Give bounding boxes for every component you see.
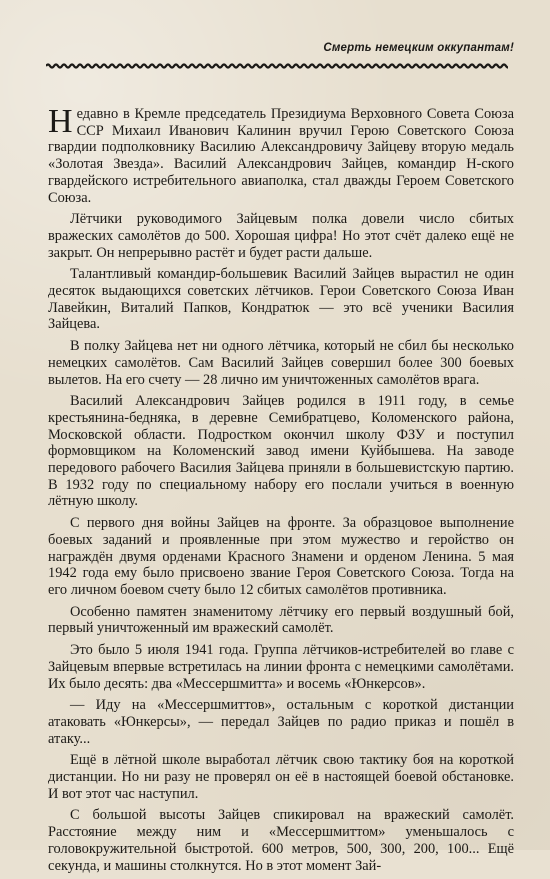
article-body xyxy=(48,103,514,879)
paragraph-3: Талантливый командир-большевик Василий Зайцев вырастил не один десяток выдающихся советских лётчиков. Герои Советского Союза Иван Лавейкин, Виталий Папков, Кондратюк — это всё ученики Василия Зайцева. xyxy=(48,266,514,333)
paragraph-6: С первого дня войны Зайцев на фронте. За образцовое выполнение боевых заданий и проявленные при этом мужество и геройство он награждён двумя орденами Красного Знамени и орденом Ленина. 5 мая 1942 года ему было присвоено звание Героя Советского Союза. Тогда на его личном боевом счету было 12 сбитых самолётов противника. xyxy=(48,515,514,598)
decorative-wavy-rule xyxy=(46,60,508,72)
paragraph-11: С большой высоты Зайцев спикировал на вражеский самолёт. Расстояние между ним и «Мессершмиттом» уменьшалось с головокружительной быстротой. 600 метров, 500, 300, 200, 100... Ещё секунда, и машины столкнутся. Но в этот момент Зай- xyxy=(48,807,514,874)
paragraph-5: Василий Александрович Зайцев родился в 1911 году, в семье крестьянина-бедняка, в деревне Семибратцево, Коломенского района, Московской области. Подростком окончил школу ФЗУ и поступил формовщиком на Коломенский завод имени Куйбышева. На заводе передового рабочего Василия Зайцева приняли в большевистскую партию. В 1932 году по специальному набору его послали учиться в военную лётную школу. xyxy=(48,393,514,510)
wavy-line xyxy=(46,65,508,68)
paragraph-8: Это было 5 июля 1941 года. Группа лётчиков-истребителей во главе с Зайцевым впервые встретилась на линии фронта с немецкими самолётами. Их было десять: два «Мессершмитта» и восемь «Юнкерсов». xyxy=(48,642,514,692)
paragraph-2: Лётчики руководимого Зайцевым полка довели число сбитых вражеских самолётов до 500. Хорошая цифра! Но этот счёт далеко ещё не закрыт. Он непрерывно растёт и будет расти дальше. xyxy=(48,211,514,261)
paragraph-1 xyxy=(48,103,514,206)
paragraph-1-text: едавно в Кремле председатель Президиума Верховного Совета Союза ССР Михаил Иванович Калинин вручил Герою Советского Союза гвардии подполковнику Василию Александровичу Зайцеву вторую медаль «Золотая Звезда». Василий Александрович Зайцев, командир Н-ского гвардейского истребительного авиаполка, стал дважды Героем Советского Союза. xyxy=(48,106,514,206)
wavy-line-graphic xyxy=(46,60,508,72)
paragraph-4: В полку Зайцева нет ни одного лётчика, который не сбил бы несколько немецких самолётов. Сам Василий Зайцев совершил более 300 боевых вылетов. На его счету — 28 лично им уничтоженных самолётов врага. xyxy=(48,338,514,388)
drop-cap: Н xyxy=(48,103,73,140)
paragraph-9: — Иду на «Мессершмиттов», остальным с короткой дистанции атаковать «Юнкерсы», — передал Зайцев по радио приказ и пошёл в атаку... xyxy=(48,697,514,747)
page-header-motto: Смерть немецким оккупантам! xyxy=(323,42,514,54)
paragraph-7: Особенно памятен знаменитому лётчику его первый воздушный бой, первый уничтоженный им вражеский самолёт. xyxy=(48,603,514,637)
paragraph-10: Ещё в лётной школе выработал лётчик свою тактику боя на короткой дистанции. Но ни разу не проверял он её в настоящей боевой обстановке. И вот этот час наступил. xyxy=(48,752,514,802)
